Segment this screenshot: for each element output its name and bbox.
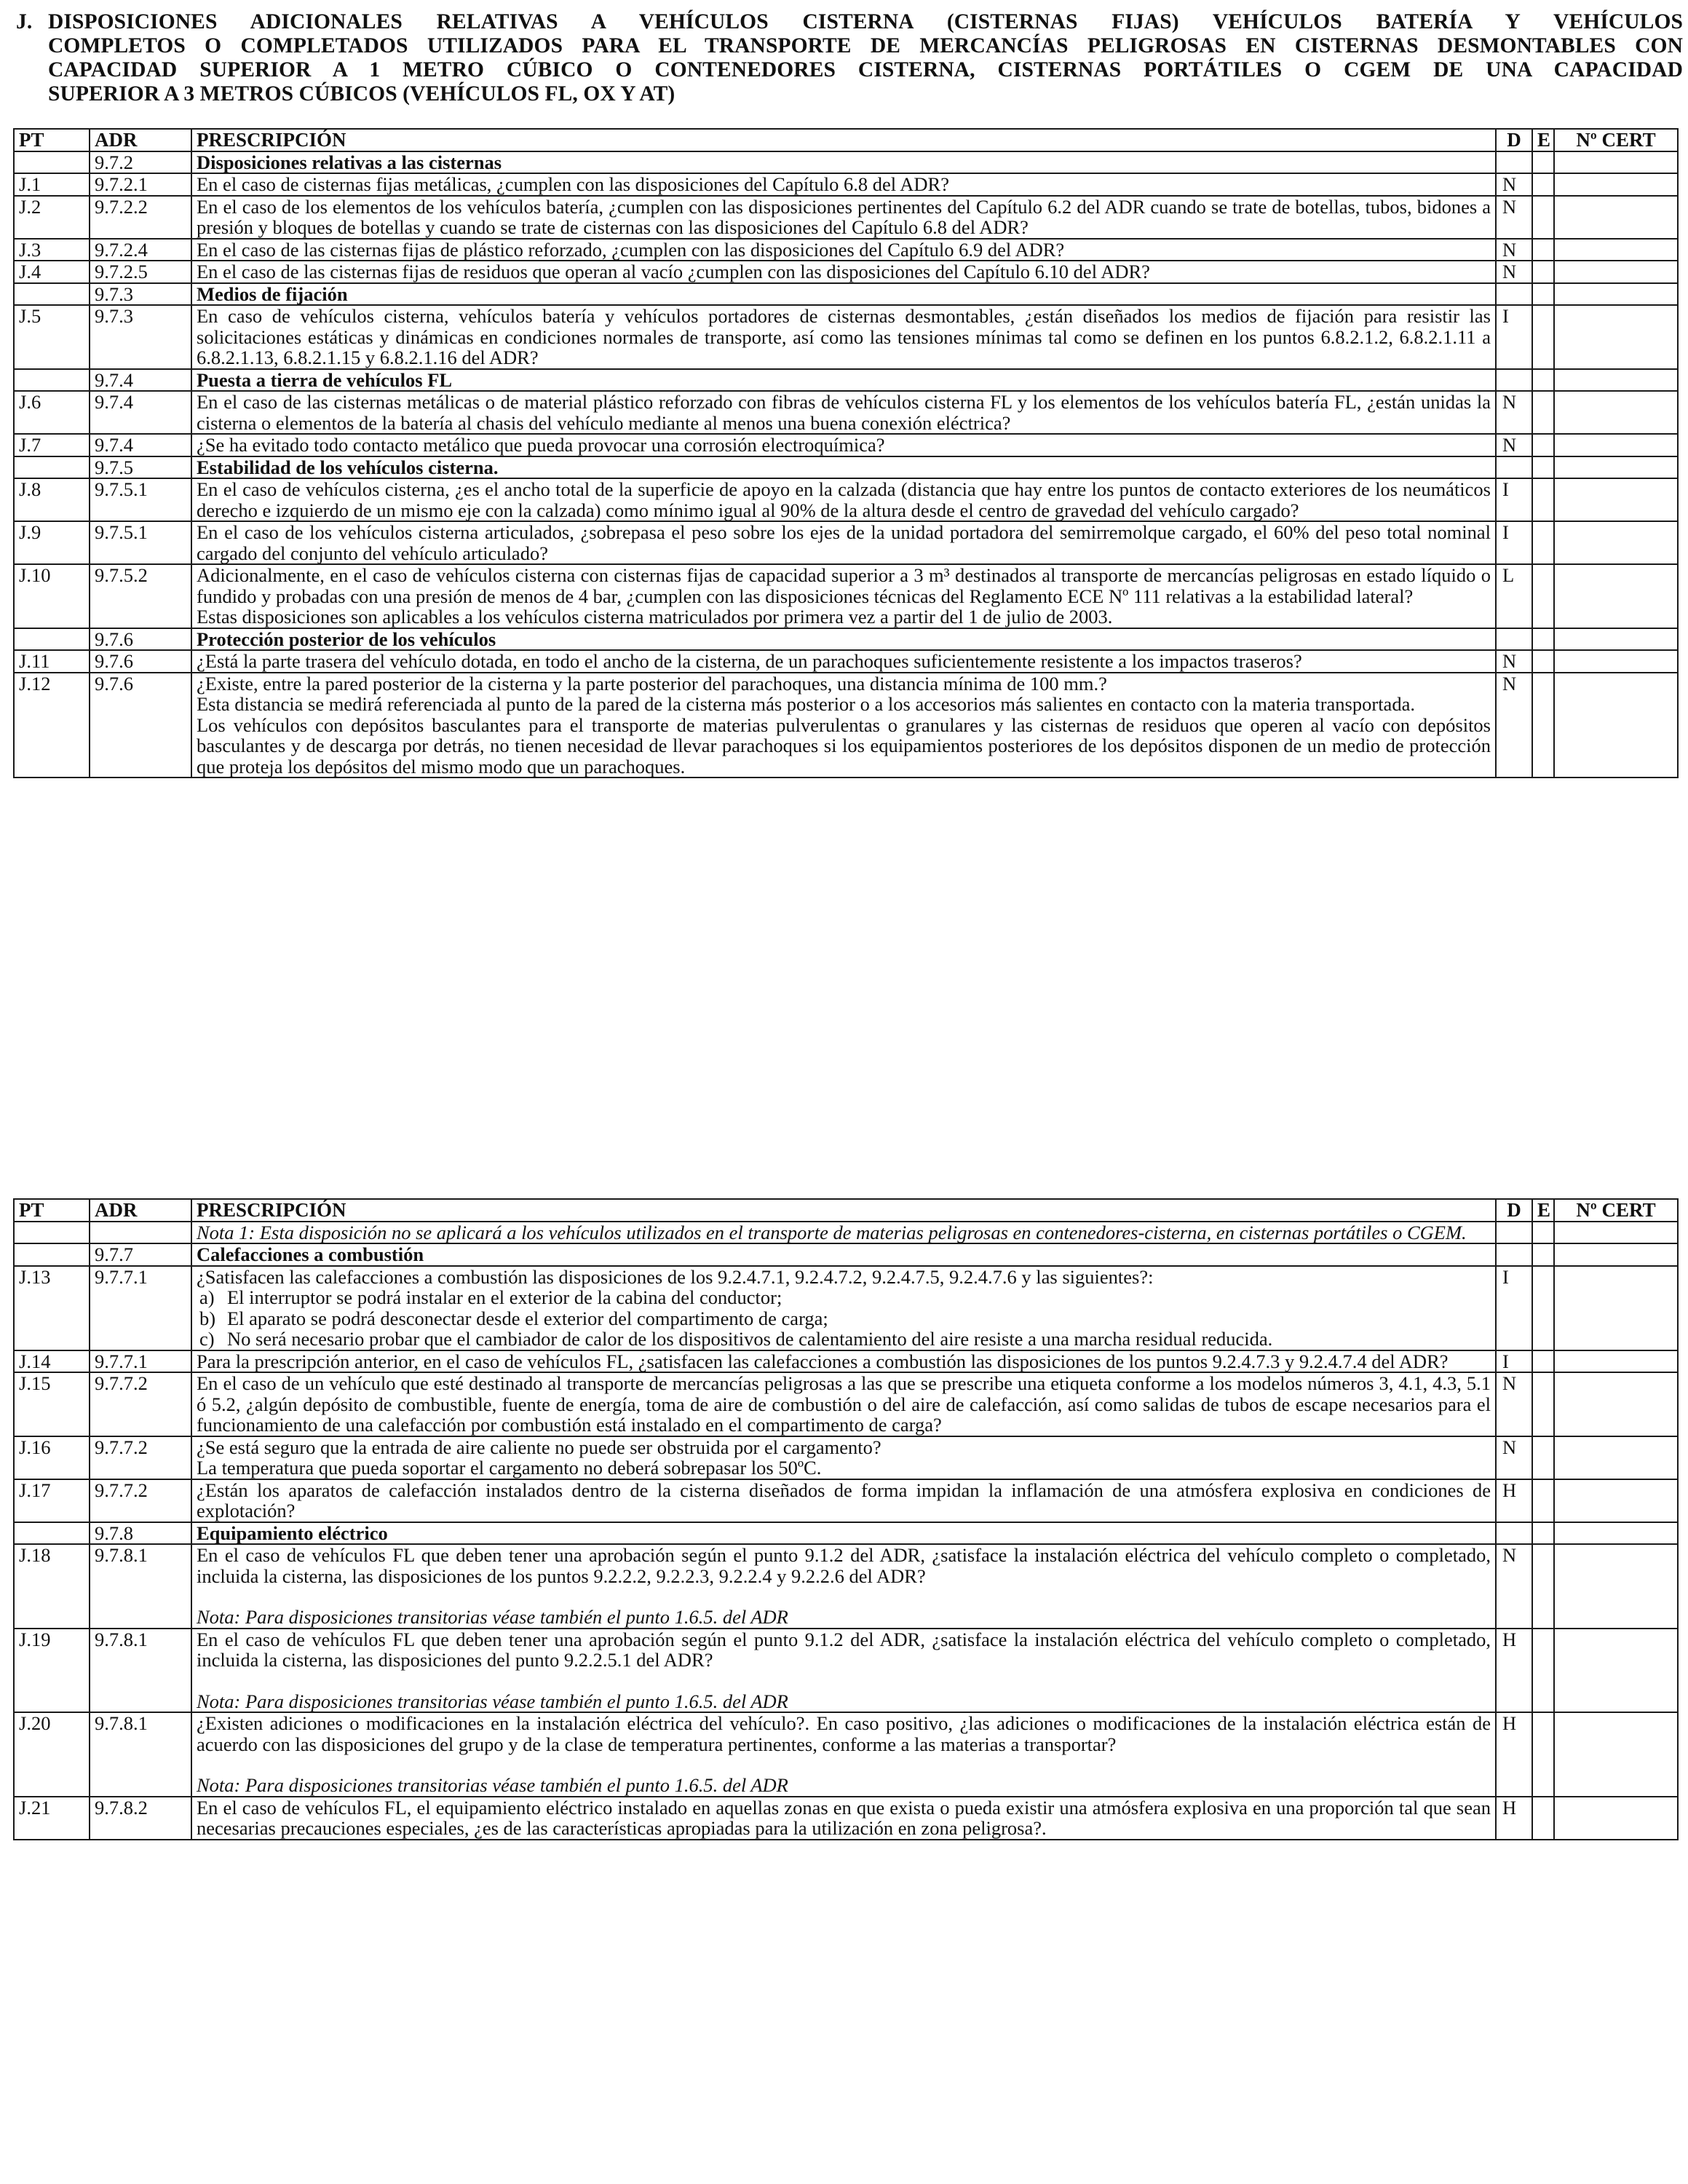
adr-ref: 9.7.2 [90, 151, 191, 174]
prescription-text [191, 478, 1496, 521]
pt-code: J.16 [14, 1436, 90, 1479]
prescription-question: ¿Existe, entre la pared posterior de la cisterna y la parte posterior del parachoques, una distancia mínima de 100 mm.? [197, 672, 1107, 695]
e-cell[interactable] [1532, 173, 1554, 196]
cert-cell[interactable] [1554, 478, 1678, 521]
cert-cell [1554, 283, 1678, 306]
pt-code: J.12 [14, 673, 90, 778]
note-text: Nota 1: Esta disposición no se aplicará a los vehículos utilizados en el transporte de materias peligrosas en contenedores-cisterna, en cisternas portátiles o CGEM. [191, 1222, 1496, 1244]
prescription-text [191, 261, 1496, 283]
e-cell[interactable] [1532, 305, 1554, 369]
prescription-question: En el caso de los elementos de los vehículos batería, ¿cumplen con las disposiciones pertinentes del Capítulo 6.2 del ADR cuando se trate de botellas, tubos, bidones a presión y bloques de botellas y cuando se trate de cisternas con las disposiciones del Capítulo 6.8 del ADR? [197, 195, 1491, 238]
table-row [14, 261, 1678, 283]
adr-ref: 9.7.8.1 [90, 1629, 191, 1713]
cert-cell[interactable] [1554, 261, 1678, 283]
defect-code: I [1496, 521, 1532, 564]
table-row [14, 650, 1678, 673]
cert-cell[interactable] [1554, 239, 1678, 261]
e-cell[interactable] [1532, 1436, 1554, 1479]
inspection-table-2 [13, 1198, 1679, 1840]
pt-code: J.3 [14, 239, 90, 261]
pt-code: J.14 [14, 1350, 90, 1373]
cert-cell [1554, 151, 1678, 174]
cert-cell[interactable] [1554, 434, 1678, 456]
prescription-text: Para la prescripción anterior, en el caso de vehículos FL, ¿satisfacen las calefacciones a combustión las disposiciones de los puntos 9.2.4.7.3 y 9.2.4.7.4 del ADR? [191, 1350, 1496, 1373]
prescription-question: En el caso de cisternas fijas metálicas, ¿cumplen con las disposiciones del Capítulo 6.8 del ADR? [197, 173, 949, 195]
pt-code [14, 151, 90, 174]
prescription-text [191, 521, 1496, 564]
prescription-question: ¿Se está seguro que la entrada de aire caliente no puede ser obstruida por el cargamento? [197, 1436, 881, 1458]
d-cell [1496, 369, 1532, 392]
section-title: Estabilidad de los vehículos cisterna. [191, 456, 1496, 479]
defect-code: N [1496, 434, 1532, 456]
defect-code: I [1496, 1350, 1532, 1373]
defect-code: N [1496, 173, 1532, 196]
prescription-text: ¿Están los aparatos de calefacción instalados dentro de la cisterna diseñados de forma impidan la inflamación de una atmósfera explosiva en condiciones de explotación? [191, 1479, 1496, 1522]
adr-ref: 9.7.5.1 [90, 478, 191, 521]
note-text: Nota: Para disposiciones transitorias véase también el punto 1.6.5. del ADR [197, 1690, 788, 1712]
heading-line: COMPLETOS O COMPLETADOS UTILIZADOS PARA EL TRANSPORTE DE MERCANCÍAS PELIGROSAS EN CISTERNAS DESMONTABLES CON [48, 34, 1683, 58]
list-item: a) El interruptor se podrá instalar en el exterior de la cabina del conductor; [199, 1286, 782, 1308]
pt-code: J.20 [14, 1712, 90, 1797]
cert-cell [1554, 628, 1678, 651]
cert-cell[interactable] [1554, 1712, 1678, 1797]
col-header-prescripcion: PRESCRIPCIÓN [191, 1199, 1496, 1222]
table-row [14, 564, 1678, 628]
prescription-text [191, 305, 1496, 369]
prescription-detail: Esta distancia se medirá referenciada al punto de la pared de la cisterna más posterior o a los accesorios más salientes en contacto con la materia transportada. [197, 693, 1415, 715]
defect-code: N [1496, 1436, 1532, 1479]
section-row [14, 456, 1678, 479]
cert-cell[interactable] [1554, 1629, 1678, 1713]
table-row [14, 434, 1678, 456]
adr-ref: 9.7.2.4 [90, 239, 191, 261]
section-row [14, 628, 1678, 651]
adr-ref: 9.7.3 [90, 283, 191, 306]
adr-ref: 9.7.4 [90, 434, 191, 456]
cert-cell[interactable] [1554, 1266, 1678, 1350]
e-cell [1532, 628, 1554, 651]
section-title: Medios de fijación [191, 283, 1496, 306]
pt-code: J.13 [14, 1266, 90, 1350]
prescription-text [191, 196, 1496, 239]
col-header-cert: Nº CERT [1554, 129, 1678, 151]
table-row [14, 391, 1678, 434]
adr-ref: 9.7.5.1 [90, 521, 191, 564]
defect-code: N [1496, 673, 1532, 778]
prescription-question: ¿Se ha evitado todo contacto metálico que pueda provocar una corrosión electroquímica? [197, 434, 885, 456]
prescription-text [191, 1629, 1496, 1713]
prescription-detail: Los vehículos con depósitos basculantes para el transporte de materias pulverulentas o granulares y las cisternas de residuos que operen al vacío con depósitos basculantes y de descarga por detrás, no tienen necesidad de llevar parachoques si los equipamientos posteriores de los depósitos disponen de un medio de protección que proteja los depósitos del mismo modo que un parachoques. [197, 713, 1491, 778]
table-header-row [14, 129, 1678, 151]
pt-code [14, 283, 90, 306]
adr-ref: 9.7.4 [90, 391, 191, 434]
table-row [14, 1629, 1678, 1713]
table-row [14, 1797, 1678, 1840]
table-row [14, 1372, 1678, 1436]
prescription-text [191, 391, 1496, 434]
pt-code: J.7 [14, 434, 90, 456]
table-row [14, 1479, 1678, 1522]
prescription-question: En el caso de los vehículos cisterna articulados, ¿sobrepasa el peso sobre los ejes de la unidad portadora del semirremolque cargado, el 60% del peso total nominal cargado del conjunto del vehículo articulado? [197, 521, 1491, 564]
prescription-text [191, 650, 1496, 673]
e-cell[interactable] [1532, 1629, 1554, 1713]
list-item: c) No será necesario probar que el cambiador de calor de los dispositivos de calentamiento del aire resiste a una marcha residual reducida. [199, 1328, 1273, 1350]
prescription-text [191, 1544, 1496, 1629]
d-cell [1496, 456, 1532, 479]
cert-cell[interactable] [1554, 391, 1678, 434]
col-header-e: E [1532, 1199, 1554, 1222]
prescription-text [191, 1712, 1496, 1797]
section-title: Disposiciones relativas a las cisternas [191, 151, 1496, 174]
col-header-pt: PT [14, 129, 90, 151]
e-cell [1532, 456, 1554, 479]
pt-code: J.4 [14, 261, 90, 283]
col-header-pt: PT [14, 1199, 90, 1222]
e-cell[interactable] [1532, 196, 1554, 239]
pt-code [14, 369, 90, 392]
prescription-text [191, 173, 1496, 196]
e-cell[interactable] [1532, 239, 1554, 261]
e-cell[interactable] [1532, 434, 1554, 456]
section-title: Puesta a tierra de vehículos FL [191, 369, 1496, 392]
section-row [14, 1522, 1678, 1545]
defect-code: N [1496, 196, 1532, 239]
heading-letter: J. [16, 10, 33, 33]
adr-ref: 9.7.6 [90, 650, 191, 673]
col-header-d: D [1496, 129, 1532, 151]
table-row [14, 1712, 1678, 1797]
cert-cell[interactable] [1554, 650, 1678, 673]
prescription-text [191, 1436, 1496, 1479]
section-row [14, 151, 1678, 174]
prescription-text [191, 1266, 1496, 1350]
e-cell[interactable] [1532, 391, 1554, 434]
prescription-question: En el caso de vehículos FL que deben tener una aprobación según el punto 9.1.2 del ADR, ¿satisface la instalación eléctrica del vehículo completo o completado, incluida la cisterna, las disposiciones del punto 9.2.2.5.1 del ADR? [197, 1628, 1491, 1671]
col-header-adr: ADR [90, 1199, 191, 1222]
pt-code: J.1 [14, 173, 90, 196]
cert-cell[interactable] [1554, 1797, 1678, 1840]
prescription-text [191, 239, 1496, 261]
table-row [14, 305, 1678, 369]
heading-line: SUPERIOR A 3 METROS CÚBICOS (VEHÍCULOS FL, OX Y AT) [48, 82, 675, 106]
adr-ref: 9.7.2.5 [90, 261, 191, 283]
adr-ref: 9.7.8.1 [90, 1712, 191, 1797]
e-cell[interactable] [1532, 261, 1554, 283]
adr-ref: 9.7.5 [90, 456, 191, 479]
section-row [14, 1243, 1678, 1266]
adr-ref: 9.7.8 [90, 1522, 191, 1545]
pt-code: J.15 [14, 1372, 90, 1436]
cert-cell [1554, 369, 1678, 392]
cert-cell[interactable] [1554, 1436, 1678, 1479]
list-item: b) El aparato se podrá desconectar desde el exterior del compartimento de carga; [199, 1307, 828, 1329]
prescription-question: Adicionalmente, en el caso de vehículos cisterna con cisternas fijas de capacidad superior a 3 m³ destinados al transporte de mercancías peligrosas en estado líquido o fundido y probadas con una presión de menos de 4 bar, ¿cumplen con las disposiciones técnicas del Reglamento ECE Nº 111 relativas a la estabilidad lateral? [197, 564, 1491, 607]
e-cell[interactable] [1532, 1350, 1554, 1373]
defect-code: N [1496, 261, 1532, 283]
e-cell [1532, 151, 1554, 174]
table-body-1 [14, 151, 1678, 778]
prescription-question: En el caso de vehículos cisterna, ¿es el ancho total de la superficie de apoyo en la calzada (distancia que hay entre los puntos de contacto exteriores de los neumáticos derecho e izquierdo de un mismo eje con la calzada) como mínimo igual al 90% de la altura desde el centro de gravedad del vehículo cargado? [197, 478, 1491, 521]
section-title: Protección posterior de los vehículos [191, 628, 1496, 651]
table-row [14, 521, 1678, 564]
prescription-question: En el caso de las cisternas fijas de residuos que operan al vacío ¿cumplen con las disposiciones del Capítulo 6.10 del ADR? [197, 261, 1150, 282]
note-text: Nota: Para disposiciones transitorias véase también el punto 1.6.5. del ADR [197, 1774, 788, 1796]
prescription-detail: La temperatura que pueda soportar el cargamento no deberá sobrepasar los 50ºC. [197, 1457, 822, 1479]
prescription-list [197, 1287, 1491, 1350]
e-cell[interactable] [1532, 564, 1554, 628]
pt-code: J.5 [14, 305, 90, 369]
adr-ref: 9.7.2.1 [90, 173, 191, 196]
e-cell[interactable] [1532, 673, 1554, 778]
pt-code: J.18 [14, 1544, 90, 1629]
adr-ref: 9.7.8.1 [90, 1544, 191, 1629]
section-row [14, 283, 1678, 306]
prescription-text [191, 673, 1496, 778]
pt-code: J.19 [14, 1629, 90, 1713]
adr-ref: 9.7.7.1 [90, 1350, 191, 1373]
prescription-question: ¿Satisfacen las calefacciones a combustión las disposiciones de los 9.2.4.7.1, 9.2.4.7.2, 9.2.4.7.5, 9.2.4.7.6 y las siguientes?: [197, 1265, 1154, 1288]
prescription-text [191, 564, 1496, 628]
adr-ref: 9.7.8.2 [90, 1797, 191, 1840]
table-row [14, 1544, 1678, 1629]
pt-code: J.2 [14, 196, 90, 239]
col-header-prescripcion: PRESCRIPCIÓN [191, 129, 1496, 151]
table-row [14, 478, 1678, 521]
col-header-adr: ADR [90, 129, 191, 151]
e-cell[interactable] [1532, 650, 1554, 673]
prescription-detail: Estas disposiciones son aplicables a los vehículos cisterna matriculados por primera vez a partir del 1 de julio de 2003. [197, 606, 1113, 628]
section-title: Calefacciones a combustión [191, 1243, 1496, 1266]
defect-code: N [1496, 391, 1532, 434]
adr-ref: 9.7.6 [90, 628, 191, 651]
adr-ref: 9.7.2.2 [90, 196, 191, 239]
prescription-question: En el caso de las cisternas metálicas o de material plástico reforzado con fibras de vehículos cisterna FL y los elementos de los vehículos batería FL, ¿están unidas la cisterna o elementos de la batería al chasis del vehículo mediante al menos una buena conexión eléctrica? [197, 391, 1491, 434]
table-row [14, 173, 1678, 196]
e-cell[interactable] [1532, 1797, 1554, 1840]
defect-code: L [1496, 564, 1532, 628]
d-cell [1496, 628, 1532, 651]
defect-code: H [1496, 1629, 1532, 1713]
defect-code: H [1496, 1712, 1532, 1797]
table-row [14, 1436, 1678, 1479]
pt-code [14, 456, 90, 479]
cert-cell[interactable] [1554, 564, 1678, 628]
defect-code: I [1496, 305, 1532, 369]
note-row [14, 1222, 1678, 1244]
e-cell[interactable] [1532, 1372, 1554, 1436]
defect-code: I [1496, 1266, 1532, 1350]
inspection-table-1 [13, 128, 1679, 778]
e-cell[interactable] [1532, 521, 1554, 564]
adr-ref: 9.7.7.1 [90, 1266, 191, 1350]
cert-cell[interactable] [1554, 173, 1678, 196]
pt-code: J.6 [14, 391, 90, 434]
heading-line: CAPACIDAD SUPERIOR A 1 METRO CÚBICO O CONTENEDORES CISTERNA, CISTERNAS PORTÁTILES O CGEM DE UNA CAPACIDAD [48, 58, 1683, 82]
prescription-question: ¿Existen adiciones o modificaciones en la instalación eléctrica del vehículo?. En caso positivo, ¿las adiciones o modificaciones de la instalación eléctrica están de acuerdo con las disposiciones del grupo y de la clase de temperatura pertinentes, conforme a las materias a transportar? [197, 1712, 1491, 1755]
cert-cell[interactable] [1554, 305, 1678, 369]
e-cell[interactable] [1532, 478, 1554, 521]
table-row [14, 196, 1678, 239]
adr-ref: 9.7.7.2 [90, 1372, 191, 1436]
prescription-text [191, 434, 1496, 456]
pt-code: J.9 [14, 521, 90, 564]
pt-code: J.8 [14, 478, 90, 521]
adr-ref: 9.7.5.2 [90, 564, 191, 628]
pt-code: J.21 [14, 1797, 90, 1840]
col-header-e: E [1532, 129, 1554, 151]
cert-cell[interactable] [1554, 1372, 1678, 1436]
e-cell [1532, 283, 1554, 306]
defect-code: N [1496, 650, 1532, 673]
table-body-2 [14, 1222, 1678, 1840]
prescription-question: ¿Está la parte trasera del vehículo dotada, en todo el ancho de la cisterna, de un parachoques suficientemente resistente a los impactos traseros? [197, 650, 1302, 672]
prescription-question: En el caso de las cisternas fijas de plástico reforzado, ¿cumplen con las disposiciones del Capítulo 6.9 del ADR? [197, 238, 1065, 261]
col-header-d: D [1496, 1199, 1532, 1222]
adr-ref: 9.7.4 [90, 369, 191, 392]
e-cell [1532, 369, 1554, 392]
pt-code: J.17 [14, 1479, 90, 1522]
cert-cell[interactable] [1554, 1479, 1678, 1522]
table-header-row [14, 1199, 1678, 1222]
d-cell [1496, 151, 1532, 174]
pt-code: J.10 [14, 564, 90, 628]
e-cell[interactable] [1532, 1266, 1554, 1350]
defect-code: N [1496, 1544, 1532, 1629]
table-row [14, 673, 1678, 778]
defect-code: N [1496, 239, 1532, 261]
e-cell[interactable] [1532, 1544, 1554, 1629]
prescription-text: En el caso de vehículos FL, el equipamiento eléctrico instalado en aquellas zonas en que exista o pueda existir una atmósfera explosiva en una proporción tal que sean necesarias precauciones especiales, ¿es de las características apropiadas para la utilización en zona peligrosa?. [191, 1797, 1496, 1840]
cert-cell[interactable] [1554, 1544, 1678, 1629]
section-heading [16, 10, 1683, 106]
adr-ref: 9.7.7.2 [90, 1436, 191, 1479]
adr-ref: 9.7.3 [90, 305, 191, 369]
pt-code: J.11 [14, 650, 90, 673]
adr-ref: 9.7.7.2 [90, 1479, 191, 1522]
heading-line: DISPOSICIONES ADICIONALES RELATIVAS A VEHÍCULOS CISTERNA (CISTERNAS FIJAS) VEHÍCULOS BATERÍA Y VEHÍCULOS [48, 10, 1683, 33]
note-text: Nota: Para disposiciones transitorias véase también el punto 1.6.5. del ADR [197, 1606, 788, 1628]
cert-cell[interactable] [1554, 196, 1678, 239]
adr-ref: 9.7.7 [90, 1243, 191, 1266]
defect-code: H [1496, 1797, 1532, 1840]
e-cell[interactable] [1532, 1712, 1554, 1797]
prescription-text: En el caso de un vehículo que esté destinado al transporte de mercancías peligrosas a las que se prescribe una etiqueta conforme a los modelos números 3, 4.1, 4.3, 5.1 ó 5.2, ¿algún depósito de combustible, fuente de energía, toma de aire de combustión o del aire de calefacción, así como salidas de tubos de escape necesarios para el funcionamiento de una calefacción por combustión está instalado en el compartimento de carga? [191, 1372, 1496, 1436]
cert-cell[interactable] [1554, 673, 1678, 778]
col-header-cert: Nº CERT [1554, 1199, 1678, 1222]
prescription-question: En caso de vehículos cisterna, vehículos batería y vehículos portadores de cisternas desmontables, ¿están diseñados los medios de fijación para resistir las solicitaciones estáticas y dinámicas en condiciones normales de transporte, así como las tensiones mínimas tal como se definen en los puntos 6.8.2.1.2, 6.8.2.1.11 a 6.8.2.1.13, 6.8.2.1.15 y 6.8.2.1.16 del ADR? [197, 305, 1491, 368]
section-title: Equipamiento eléctrico [191, 1522, 1496, 1545]
prescription-question: En el caso de vehículos FL que deben tener una aprobación según el punto 9.1.2 del ADR, ¿satisface la instalación eléctrica del vehículo completo o completado, incluida la cisterna, las disposiciones de los puntos 9.2.2.2, 9.2.2.3, 9.2.2.4 y 9.2.2.6 del ADR? [197, 1544, 1491, 1587]
table-row [14, 1266, 1678, 1350]
d-cell [1496, 283, 1532, 306]
defect-code: I [1496, 478, 1532, 521]
table-row [14, 1350, 1678, 1373]
section-row [14, 369, 1678, 392]
cert-cell[interactable] [1554, 1350, 1678, 1373]
cert-cell[interactable] [1554, 521, 1678, 564]
pt-code [14, 628, 90, 651]
defect-code: N [1496, 1372, 1532, 1436]
cert-cell [1554, 456, 1678, 479]
e-cell[interactable] [1532, 1479, 1554, 1522]
table-row [14, 239, 1678, 261]
defect-code: H [1496, 1479, 1532, 1522]
adr-ref: 9.7.6 [90, 673, 191, 778]
